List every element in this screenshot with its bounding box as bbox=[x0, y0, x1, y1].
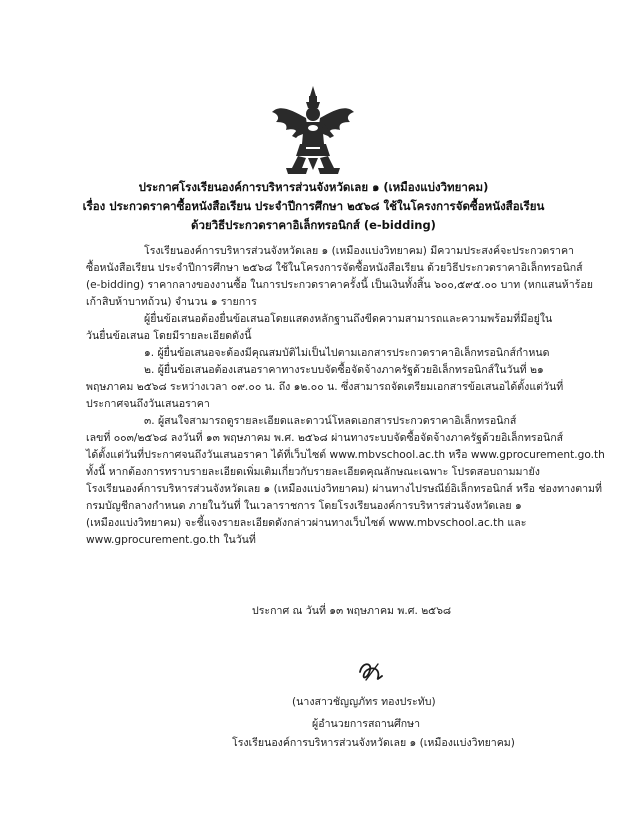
body-line: กรมบัญชีกลางกำหนด ภายในวันที่ ในเวลาราชการ โดยโรงเรียนองค์การบริหารส่วนจังหวัดเลย ๑ bbox=[86, 500, 522, 512]
body-line: โรงเรียนองค์การบริหารส่วนจังหวัดเลย ๑ (เหมืองแบ่งวิทยาคม) มีความประสงค์จะประกวดราคา bbox=[144, 245, 574, 257]
garuda-emblem-icon bbox=[268, 84, 358, 176]
body-line: www.gprocurement.go.th ในวันที่ bbox=[86, 534, 256, 546]
signatory-organization: โรงเรียนองค์การบริหารส่วนจังหวัดเลย ๑ (เหมืองแบ่งวิทยาคม) bbox=[232, 737, 515, 749]
signatory-position: ผู้อำนวยการสถานศึกษา bbox=[312, 718, 421, 730]
announcement-heading: ประกาศโรงเรียนองค์การบริหารส่วนจังหวัดเลย ๑ (เหมืองแบ่งวิทยาคม) bbox=[138, 180, 489, 194]
announcement-body bbox=[86, 243, 616, 549]
body-line: ซื้อหนังสือเรียน ประจำปีการศึกษา ๒๕๖๘ ใช้ในโครงการจัดซื้อหนังสือเรียน ด้วยวิธีประกวดราคาอิเล็กทรอนิกส์ bbox=[86, 262, 583, 274]
body-line: ได้ตั้งแต่วันที่ประกาศจนถึงวันเสนอราคา ได้ที่เว็บไซต์ www.mbvschool.ac.th หรือ www.gprocurement.go.th bbox=[86, 449, 605, 461]
signatory-name: (นางสาวชัญญภัทร ทองประทับ) bbox=[292, 696, 436, 708]
body-line: โรงเรียนองค์การบริหารส่วนจังหวัดเลย ๑ (เหมืองแบ่งวิทยาคม) ผ่านทางไปรษณีย์อิเล็กทรอนิกส์ หรือ ช่องทางตามที่ bbox=[86, 483, 602, 495]
body-line: (เหมืองแบ่งวิทยาคม) จะชี้แจงรายละเอียดดังกล่าวผ่านทางเว็บไซต์ www.mbvschool.ac.th และ bbox=[86, 517, 527, 529]
body-line: เก้าสิบห้าบาทถ้วน) จำนวน ๑ รายการ bbox=[86, 296, 257, 308]
announcement-date: ประกาศ ณ วันที่ ๑๓ พฤษภาคม พ.ศ. ๒๕๖๘ bbox=[252, 605, 452, 617]
body-line: พฤษภาคม ๒๕๖๘ ระหว่างเวลา ๐๙.๐๐ น. ถึง ๑๒.๐๐ น. ซึ่งสามารถจัดเตรียมเอกสารข้อเสนอได้ตั้งแต่วันที่ bbox=[86, 381, 564, 393]
requirement-item: ๓. ผู้สนใจสามารถดูรายละเอียดและดาวน์โหลดเอกสารประกวดราคาอิเล็กทรอนิกส์ bbox=[144, 415, 517, 427]
requirement-item: ๑. ผู้ยื่นข้อเสนอจะต้องมีคุณสมบัติไม่เป็นไปตามเอกสารประกวดราคาอิเล็กทรอนิกส์กำหนด bbox=[144, 347, 550, 359]
body-line: วันยื่นข้อเสนอ โดยมีรายละเอียดดังนี้ bbox=[86, 330, 252, 342]
body-line: ผู้ยื่นข้อเสนอต้องยื่นข้อเสนอโดยแสดงหลักฐานถึงขีดความสามารถและความพร้อมที่มีอยู่ใน bbox=[144, 313, 553, 325]
requirement-item: ๒. ผู้ยื่นข้อเสนอต้องเสนอราคาทางระบบจัดซื้อจัดจ้างภาครัฐด้วยอิเล็กทรอนิกส์ในวันที่ ๒๑ bbox=[144, 364, 544, 376]
announcement-subject: เรื่อง ประกวดราคาซื้อหนังสือเรียน ประจำปีการศึกษา ๒๕๖๘ ใช้ในโครงการจัดซื้อหนังสือเรียน bbox=[82, 199, 545, 213]
body-line: เลขที่ ๐๐๓/๒๕๖๘ ลงวันที่ ๑๓ พฤษภาคม พ.ศ. ๒๕๖๘ ผ่านทางระบบจัดซื้อจัดจ้างภาครัฐด้วยอิเล็กทรอนิกส์ bbox=[86, 432, 564, 444]
announcement-method: ด้วยวิธีประกวดราคาอิเล็กทรอนิกส์ (e-bidding) bbox=[191, 218, 436, 232]
body-line: ประกาศจนถึงวันเสนอราคา bbox=[86, 398, 210, 410]
body-line: (e-bidding) ราคากลางของงานซื้อ ในการประกวดราคาครั้งนี้ เป็นเงินทั้งสิ้น ๖๐๐,๕๙๕.๐๐ บาท (หกแสนห้าร้อย bbox=[86, 279, 593, 291]
signature-mark bbox=[356, 658, 386, 684]
body-line: ทั้งนี้ หากต้องการทราบรายละเอียดเพิ่มเติมเกี่ยวกับรายละเอียดคุณลักษณะเฉพาะ โปรดสอบถามมายัง bbox=[86, 466, 540, 478]
